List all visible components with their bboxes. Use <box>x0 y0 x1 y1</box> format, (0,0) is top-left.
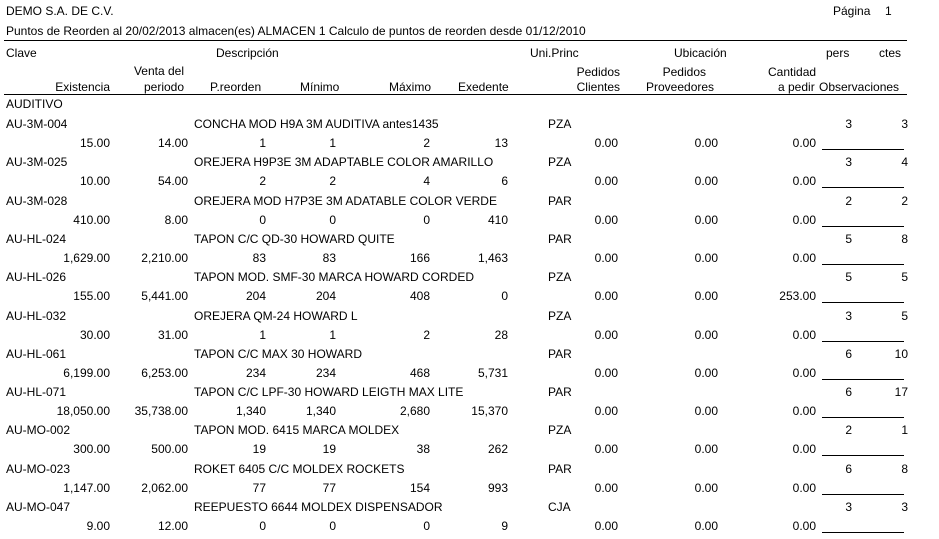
item-unit: PAR <box>548 194 572 208</box>
item-pedidos-proveedores: 0.00 <box>694 328 718 342</box>
item-existencia: 1,629.00 <box>63 251 110 265</box>
item-pedidos-proveedores: 0.00 <box>694 251 718 265</box>
col-a-pedir: a pedir <box>778 80 815 94</box>
item-ctes: 5 <box>901 309 908 323</box>
item-minimo: 204 <box>315 289 336 303</box>
item-existencia: 18,050.00 <box>56 404 110 418</box>
item-exedente: 9 <box>501 519 508 533</box>
col-minimo: Mínimo <box>300 80 340 94</box>
item-cantidad-a-pedir: 0.00 <box>792 481 816 495</box>
item-unit: PAR <box>548 385 572 399</box>
item-pers: 3 <box>845 155 852 169</box>
col-maximo: Máximo <box>389 80 432 94</box>
item-maximo: 38 <box>416 442 430 456</box>
item-pedidos-clientes: 0.00 <box>594 404 618 418</box>
item-pedidos-clientes: 0.00 <box>594 481 618 495</box>
item-p-reorden: 83 <box>252 251 266 265</box>
item-existencia: 1,147.00 <box>63 481 110 495</box>
item-ctes: 8 <box>901 232 908 246</box>
item-pers: 3 <box>845 500 852 514</box>
page-label: Página <box>833 4 871 18</box>
item-ctes: 8 <box>901 462 908 476</box>
item-maximo: 2 <box>423 328 430 342</box>
item-existencia: 155.00 <box>73 289 110 303</box>
item-maximo: 0 <box>423 519 430 533</box>
observaciones-blank-line <box>822 264 904 265</box>
item-pedidos-clientes: 0.00 <box>594 251 618 265</box>
item-unit: CJA <box>548 500 571 514</box>
item-cantidad-a-pedir: 0.00 <box>792 328 816 342</box>
item-clave: AU-3M-028 <box>6 194 68 208</box>
item-minimo: 2 <box>329 174 336 188</box>
col-venta-del: Venta del <box>133 64 184 78</box>
header-bottom-rule <box>4 94 907 95</box>
group-label: AUDITIVO <box>6 97 63 111</box>
item-exedente: 262 <box>487 442 508 456</box>
item-clave: AU-MO-002 <box>6 423 71 437</box>
item-clave: AU-HL-032 <box>6 309 67 323</box>
item-existencia: 300.00 <box>73 442 110 456</box>
item-venta-periodo: 31.00 <box>157 328 188 342</box>
observaciones-blank-line <box>822 226 904 227</box>
item-clave: AU-MO-047 <box>6 500 71 514</box>
item-pedidos-clientes: 0.00 <box>594 136 618 150</box>
item-description: TAPON MOD. 6415 MARCA MOLDEX <box>194 423 400 437</box>
item-description: CONCHA MOD H9A 3M AUDITIVA antes1435 <box>194 117 439 131</box>
item-venta-periodo: 2,062.00 <box>141 481 188 495</box>
item-pedidos-proveedores: 0.00 <box>694 481 718 495</box>
item-pers: 3 <box>845 309 852 323</box>
item-venta-periodo: 35,738.00 <box>134 404 188 418</box>
item-pedidos-proveedores: 0.00 <box>694 366 718 380</box>
item-cantidad-a-pedir: 0.00 <box>792 213 816 227</box>
item-pers: 3 <box>845 117 852 131</box>
item-exedente: 0 <box>501 289 508 303</box>
item-clave: AU-3M-025 <box>6 155 68 169</box>
item-minimo: 1,340 <box>305 404 336 418</box>
col-uni-princ: Uni.Princ <box>530 46 579 60</box>
item-minimo: 19 <box>322 442 336 456</box>
item-venta-periodo: 8.00 <box>164 213 188 227</box>
item-pers: 6 <box>845 462 852 476</box>
item-ctes: 17 <box>894 385 908 399</box>
item-minimo: 0 <box>329 519 336 533</box>
observaciones-blank-line <box>822 379 904 380</box>
item-maximo: 2,680 <box>399 404 430 418</box>
report-subtitle: Puntos de Reorden al 20/02/2013 almacen(es) ALMACEN 1 Calculo de puntos de reorden desde 01/12/2010 <box>6 24 586 38</box>
item-pedidos-proveedores: 0.00 <box>694 519 718 533</box>
item-minimo: 0 <box>329 213 336 227</box>
item-exedente: 28 <box>494 328 508 342</box>
item-pedidos-proveedores: 0.00 <box>694 289 718 303</box>
item-p-reorden: 19 <box>252 442 266 456</box>
col-pedidos-clientes-1: Pedidos <box>576 65 620 79</box>
item-ctes: 3 <box>901 500 908 514</box>
item-pedidos-proveedores: 0.00 <box>694 404 718 418</box>
col-descripcion: Descripción <box>216 46 279 60</box>
item-clave: AU-HL-071 <box>6 385 67 399</box>
item-description: TAPON C/C QD-30 HOWARD QUITE <box>194 232 395 246</box>
item-minimo: 1 <box>329 136 336 150</box>
item-p-reorden: 0 <box>259 213 266 227</box>
item-cantidad-a-pedir: 0.00 <box>792 442 816 456</box>
item-p-reorden: 1,340 <box>235 404 266 418</box>
item-p-reorden: 2 <box>259 174 266 188</box>
item-pedidos-clientes: 0.00 <box>594 289 618 303</box>
item-ctes: 3 <box>901 117 908 131</box>
item-pedidos-clientes: 0.00 <box>594 519 618 533</box>
item-pers: 6 <box>845 347 852 361</box>
item-unit: PZA <box>548 117 572 131</box>
item-unit: PZA <box>548 270 572 284</box>
item-pedidos-proveedores: 0.00 <box>694 213 718 227</box>
item-ctes: 4 <box>901 155 908 169</box>
item-clave: AU-HL-024 <box>6 232 67 246</box>
item-cantidad-a-pedir: 0.00 <box>792 404 816 418</box>
item-minimo: 1 <box>329 328 336 342</box>
observaciones-blank-line <box>822 149 904 150</box>
item-description: OREJERA H9P3E 3M ADAPTABLE COLOR AMARILLO <box>194 155 494 169</box>
item-maximo: 154 <box>409 481 430 495</box>
item-existencia: 10.00 <box>79 174 110 188</box>
item-pers: 6 <box>845 385 852 399</box>
col-exedente: Exedente <box>458 80 509 94</box>
item-p-reorden: 77 <box>252 481 266 495</box>
item-p-reorden: 204 <box>245 289 266 303</box>
item-pers: 2 <box>845 194 852 208</box>
item-cantidad-a-pedir: 0.00 <box>792 366 816 380</box>
item-description: ROKET 6405 C/C MOLDEX ROCKETS <box>194 462 405 476</box>
item-pedidos-clientes: 0.00 <box>594 213 618 227</box>
col-p-reorden: P.reorden <box>210 80 262 94</box>
col-periodo: periodo <box>143 80 184 94</box>
item-exedente: 15,370 <box>471 404 508 418</box>
item-cantidad-a-pedir: 253.00 <box>779 289 816 303</box>
item-pedidos-clientes: 0.00 <box>594 328 618 342</box>
item-exedente: 5,731 <box>477 366 508 380</box>
item-unit: PZA <box>548 155 572 169</box>
col-cantidad: Cantidad <box>768 65 817 79</box>
item-exedente: 993 <box>487 481 508 495</box>
item-existencia: 9.00 <box>86 519 110 533</box>
item-exedente: 6 <box>501 174 508 188</box>
observaciones-blank-line <box>822 494 904 495</box>
item-pedidos-proveedores: 0.00 <box>694 136 718 150</box>
item-maximo: 166 <box>409 251 430 265</box>
item-maximo: 468 <box>409 366 430 380</box>
item-p-reorden: 234 <box>245 366 266 380</box>
item-pedidos-clientes: 0.00 <box>594 442 618 456</box>
col-clave: Clave <box>6 46 37 60</box>
observaciones-blank-line <box>822 187 904 188</box>
item-pedidos-clientes: 0.00 <box>594 174 618 188</box>
item-description: TAPON C/C LPF-30 HOWARD LEIGTH MAX LITE <box>194 385 464 399</box>
col-pers: pers <box>826 46 850 60</box>
item-description: TAPON MOD. SMF-30 MARCA HOWARD CORDED <box>194 270 475 284</box>
item-ctes: 1 <box>901 423 908 437</box>
item-pedidos-clientes: 0.00 <box>594 366 618 380</box>
col-clientes: Clientes <box>576 80 620 94</box>
col-proveedores: Proveedores <box>646 80 715 94</box>
item-existencia: 15.00 <box>79 136 110 150</box>
item-description: OREJERA MOD H7P3E 3M ADATABLE COLOR VERDE <box>194 194 497 208</box>
item-description: OREJERA QM-24 HOWARD L <box>194 309 358 323</box>
item-venta-periodo: 12.00 <box>157 519 188 533</box>
col-ubicacion: Ubicación <box>674 46 727 60</box>
observaciones-blank-line <box>822 532 904 533</box>
item-ctes: 2 <box>901 194 908 208</box>
item-cantidad-a-pedir: 0.00 <box>792 519 816 533</box>
col-observaciones: Observaciones <box>819 80 900 94</box>
observaciones-blank-line <box>822 455 904 456</box>
item-venta-periodo: 5,441.00 <box>141 289 188 303</box>
item-unit: PZA <box>548 423 572 437</box>
item-venta-periodo: 6,253.00 <box>141 366 188 380</box>
item-pers: 5 <box>845 232 852 246</box>
item-minimo: 234 <box>315 366 336 380</box>
item-pers: 5 <box>845 270 852 284</box>
item-clave: AU-HL-061 <box>6 347 67 361</box>
item-maximo: 408 <box>409 289 430 303</box>
item-exedente: 13 <box>494 136 508 150</box>
item-exedente: 410 <box>487 213 508 227</box>
item-venta-periodo: 2,210.00 <box>141 251 188 265</box>
item-cantidad-a-pedir: 0.00 <box>792 251 816 265</box>
item-description: REEPUESTO 6644 MOLDEX DISPENSADOR <box>194 500 443 514</box>
item-venta-periodo: 500.00 <box>151 442 188 456</box>
item-existencia: 410.00 <box>73 213 110 227</box>
col-existencia: Existencia <box>55 80 110 94</box>
item-unit: PAR <box>548 347 572 361</box>
item-venta-periodo: 14.00 <box>157 136 188 150</box>
item-maximo: 0 <box>423 213 430 227</box>
item-unit: PAR <box>548 462 572 476</box>
item-clave: AU-3M-004 <box>6 117 68 131</box>
item-unit: PAR <box>548 232 572 246</box>
item-cantidad-a-pedir: 0.00 <box>792 174 816 188</box>
item-pedidos-proveedores: 0.00 <box>694 174 718 188</box>
observaciones-blank-line <box>822 302 904 303</box>
observaciones-blank-line <box>822 341 904 342</box>
item-clave: AU-MO-023 <box>6 462 71 476</box>
item-existencia: 6,199.00 <box>63 366 110 380</box>
col-ctes: ctes <box>879 46 902 60</box>
item-minimo: 83 <box>322 251 336 265</box>
item-maximo: 4 <box>423 174 430 188</box>
item-ctes: 10 <box>894 347 908 361</box>
item-minimo: 77 <box>322 481 336 495</box>
col-pedidos-proveedores-1: Pedidos <box>662 65 706 79</box>
item-description: TAPON C/C MAX 30 HOWARD <box>194 347 363 361</box>
item-unit: PZA <box>548 309 572 323</box>
item-venta-periodo: 54.00 <box>157 174 188 188</box>
item-p-reorden: 1 <box>259 328 266 342</box>
header-top-rule <box>4 40 907 41</box>
item-p-reorden: 1 <box>259 136 266 150</box>
observaciones-blank-line <box>822 417 904 418</box>
company-name: DEMO S.A. DE C.V. <box>6 4 114 18</box>
item-p-reorden: 0 <box>259 519 266 533</box>
item-exedente: 1,463 <box>477 251 508 265</box>
item-pedidos-proveedores: 0.00 <box>694 442 718 456</box>
item-existencia: 30.00 <box>79 328 110 342</box>
item-pers: 2 <box>845 423 852 437</box>
item-clave: AU-HL-026 <box>6 270 67 284</box>
item-maximo: 2 <box>423 136 430 150</box>
page-number: 1 <box>885 4 892 18</box>
item-ctes: 5 <box>901 270 908 284</box>
item-cantidad-a-pedir: 0.00 <box>792 136 816 150</box>
